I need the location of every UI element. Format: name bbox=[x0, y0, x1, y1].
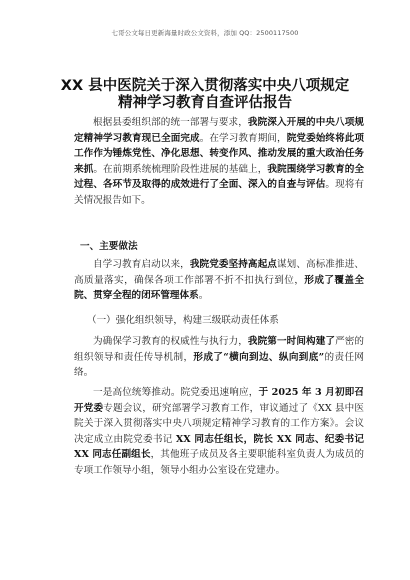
text-run-bold: 院党委始终将此项工作作为锤炼党性、净化思想、转变作风、推动发展的重大政治任务来抓 bbox=[74, 132, 365, 175]
text-run: 根据县委组织部的统一部署与要求， bbox=[93, 117, 248, 128]
text-run-bold: 我院围绕学习教育的全过程、各环节及取得的成效进行了全面、深入的自查与评估 bbox=[74, 163, 365, 191]
text-run: 。在学习教育期间， bbox=[199, 132, 287, 144]
text-run: 谋划、高标准推进、高质量落实，确保各项工作部署不折不扣执行到位， bbox=[74, 259, 365, 286]
document-title bbox=[40, 78, 370, 112]
text-run: ，其他班子成员及各主要职能科室负责人为成员的专项工作领导小组，领导小组办公室设在党建办。 bbox=[74, 449, 364, 476]
text-run-bold: 我院深入开展的中央八项规定精神学习教育现已全面完成 bbox=[74, 117, 365, 144]
text-run: 为确保学习教育的权威性与执行力， bbox=[93, 336, 248, 347]
text-run-bold: 于 2025 年 3 月初即召开党委 bbox=[74, 387, 364, 414]
text-run-bold: 形成了“横向到边、纵向到底” bbox=[193, 351, 325, 363]
text-run-bold: 我院党委坚持高起点 bbox=[189, 259, 277, 270]
header-note: 七哥公文每日更新海量时政公文资料，添加 QQ：2500117500 bbox=[111, 29, 299, 37]
text-run: 的责任网络。 bbox=[74, 351, 365, 379]
text-run-bold: 我院第一时间构建了 bbox=[247, 336, 336, 347]
paragraph-main-practice bbox=[74, 257, 364, 304]
paragraph-leadership bbox=[74, 385, 364, 479]
text-run: 。在前期系统梳理阶段性进展的基础上， bbox=[93, 163, 268, 175]
text-run: 一是高位统筹推动。院党委迅速响应， bbox=[93, 387, 259, 398]
text-run-bold: XX 同志任组长，院长 XX 同志、纪委书记 XX 同志任副组长 bbox=[74, 433, 364, 461]
text-run-bold: 形成了覆盖全院、贯穿全程的闭环管理体系 bbox=[74, 274, 365, 302]
paragraph-intro bbox=[74, 115, 364, 209]
text-run: 严密的组织领导和责任传导机制， bbox=[74, 336, 365, 363]
text-run: 。 bbox=[198, 290, 209, 302]
paragraph-organization bbox=[74, 334, 364, 381]
section-heading: 一、主要做法 bbox=[80, 241, 138, 252]
title-line-1: XX 县中医院关于深入贯彻落实中央八项规定 bbox=[60, 78, 350, 94]
text-run: 。现将有关情况报告如下。 bbox=[74, 179, 365, 206]
title-line-2: 精神学习教育自查评估报告 bbox=[118, 95, 292, 111]
subsection-heading: （一）强化组织领导，构建三级联动责任体系 bbox=[87, 315, 279, 326]
text-run: 专题会议，研究部署学习教育工作，审议通过了《XX 县中医院关于深入贯彻落实中央八项规定精神学习教育的工作方案》。会议决定成立由院党委书记 bbox=[74, 402, 364, 445]
text-run: 自学习教育启动以来， bbox=[93, 259, 190, 270]
